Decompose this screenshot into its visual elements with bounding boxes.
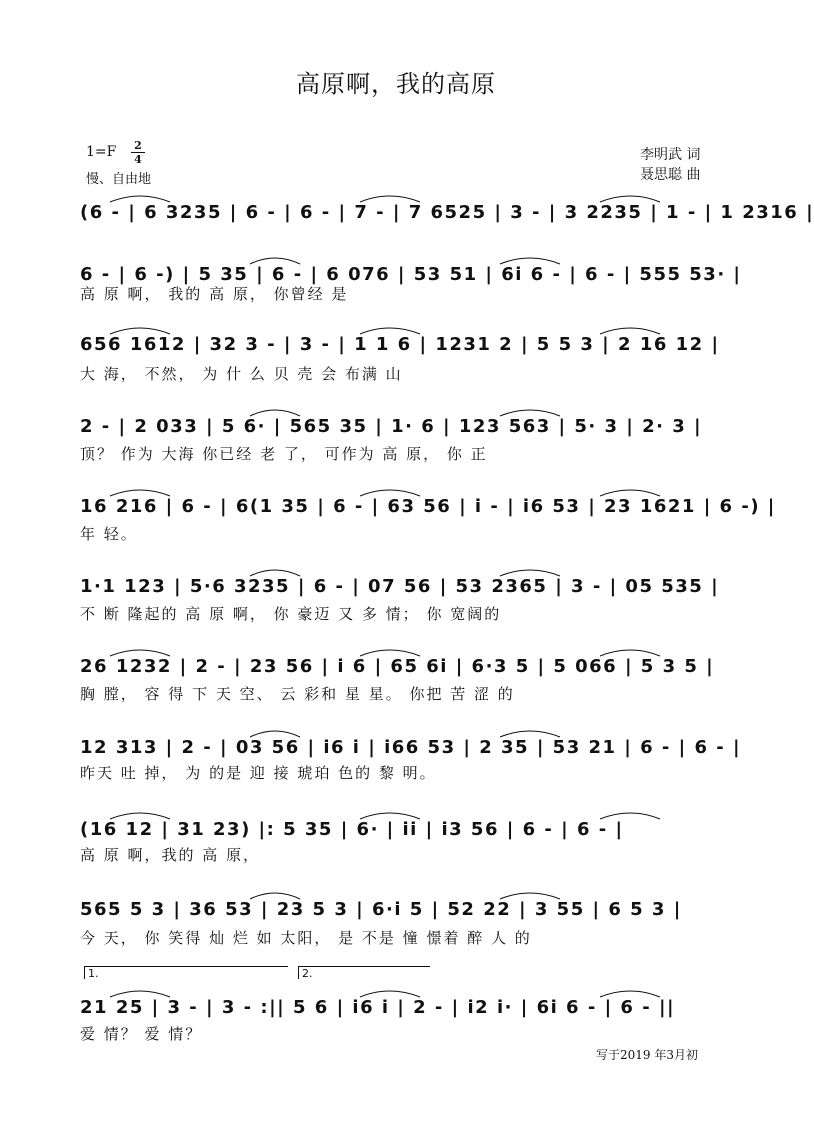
slur-arc <box>600 650 660 656</box>
lyric-line-7: 胸 膛， 容 得 下 天 空、 云 彩和 星 星。 你把 苦 涩 的 <box>80 685 515 703</box>
slur-arc <box>110 813 170 819</box>
slur-arc <box>360 650 420 656</box>
slur-arc <box>500 731 560 737</box>
slur-arc <box>500 570 560 576</box>
song-title: 高原啊，我的高原 <box>296 70 496 98</box>
lyric-line-2: 高 原 啊， 我的 高 原， 你曾经 是 <box>80 285 349 303</box>
slur-arc <box>500 258 560 264</box>
slur-arc <box>600 490 660 496</box>
slur-arc <box>600 991 660 997</box>
lyric-line-10: 今 天， 你 笑得 灿 烂 如 太阳， 是 不是 憧 憬着 醉 人 的 <box>80 929 532 947</box>
lyric-line-6: 不 断 隆起的 高 原 啊， 你 豪迈 又 多 情； 你 宽阔的 <box>80 605 502 623</box>
music-line-1: (6 - | 6 3235 | 6 - | 6 - | 7 - | 7 6525 | 3 - | 3 2235 | 1 - | 1 2316 | <box>80 202 814 223</box>
date-footer: 写于2019 年3月初 <box>596 1048 698 1062</box>
slur-arc <box>250 731 300 737</box>
music-line-3: 656 1612 | 32 3 - | 3 - | 1 1 6 | 1231 2 | 5 5 3 | 2 16 12 | <box>80 334 720 355</box>
slur-arc <box>110 328 170 334</box>
time-signature-numerator: 2 <box>134 139 142 152</box>
slur-arc <box>360 813 420 819</box>
key-signature: 1=F <box>86 144 117 160</box>
lyric-line-11: 爱 情？ 爱 情？ <box>80 1025 203 1043</box>
first-ending-bracket: 1. <box>84 966 288 979</box>
slur-arc <box>600 328 660 334</box>
music-line-11: 21 25 | 3 - | 3 - :|| 5 6 | i6 i | 2 - | i2 i· | 6i 6 - | 6 - || <box>80 997 676 1018</box>
slur-arc <box>250 410 300 416</box>
slur-arc <box>110 650 170 656</box>
slur-arc <box>600 196 660 202</box>
slur-arc <box>360 328 420 334</box>
lyric-line-8: 昨天 吐 掉， 为 的是 迎 接 琥珀 色的 黎 明。 <box>80 764 437 782</box>
slur-arc <box>500 410 560 416</box>
music-line-10: 565 5 3 | 36 53 | 23 5 3 | 6·i 5 | 52 22 | 3 55 | 6 5 3 | <box>80 899 682 920</box>
slur-arc <box>110 490 170 496</box>
lyric-line-3: 大 海， 不然， 为 什 么 贝 壳 会 布满 山 <box>80 365 403 383</box>
slur-arc <box>110 991 170 997</box>
composer-credit: 聂思聪 曲 <box>640 167 701 183</box>
slur-arc <box>360 991 420 997</box>
slur-arc <box>250 258 300 264</box>
second-ending-bracket: 2. <box>298 966 430 979</box>
slur-arc <box>250 893 300 899</box>
lyricist-credit: 李明武 词 <box>640 147 701 163</box>
lyric-line-4: 顶？ 作为 大海 你已经 老 了， 可作为 高 原， 你 正 <box>80 445 488 463</box>
slur-arc <box>600 813 660 819</box>
lyric-line-9: 高 原 啊，我的 高 原， <box>80 846 261 864</box>
lyric-line-5: 年 轻。 <box>80 525 138 543</box>
music-line-4: 2 - | 2 033 | 5 6· | 565 35 | 1· 6 | 123 563 | 5· 3 | 2· 3 | <box>80 416 703 437</box>
music-line-2: 6 - | 6 -) | 5 35 | 6 - | 6 076 | 53 51 | 6i 6 - | 6 - | 555 53· | <box>80 264 742 285</box>
slur-arc <box>250 570 300 576</box>
music-line-7: 26 1232 | 2 - | 23 56 | i 6 | 65 6i | 6·3 5 | 5 066 | 5 3 5 | <box>80 656 715 677</box>
music-line-8: 12 313 | 2 - | 03 56 | i6 i | i66 53 | 2 35 | 53 21 | 6 - | 6 - | <box>80 737 742 758</box>
time-signature-denominator: 4 <box>134 153 142 166</box>
music-line-9: (16 12 | 31 23) |: 5 35 | 6· | ii | i3 56 | 6 - | 6 - | <box>80 819 624 840</box>
music-line-6: 1·1 123 | 5·6 3235 | 6 - | 07 56 | 53 2365 | 3 - | 05 535 | <box>80 576 720 597</box>
music-line-5: 16 216 | 6 - | 6(1 35 | 6 - | 63 56 | i - | i6 53 | 23 1621 | 6 -) | <box>80 496 776 517</box>
slur-arc <box>110 196 170 202</box>
slur-arc <box>500 893 560 899</box>
tempo-marking: 慢、自由地 <box>86 172 152 187</box>
slur-arc <box>360 490 420 496</box>
slur-arc <box>360 196 420 202</box>
